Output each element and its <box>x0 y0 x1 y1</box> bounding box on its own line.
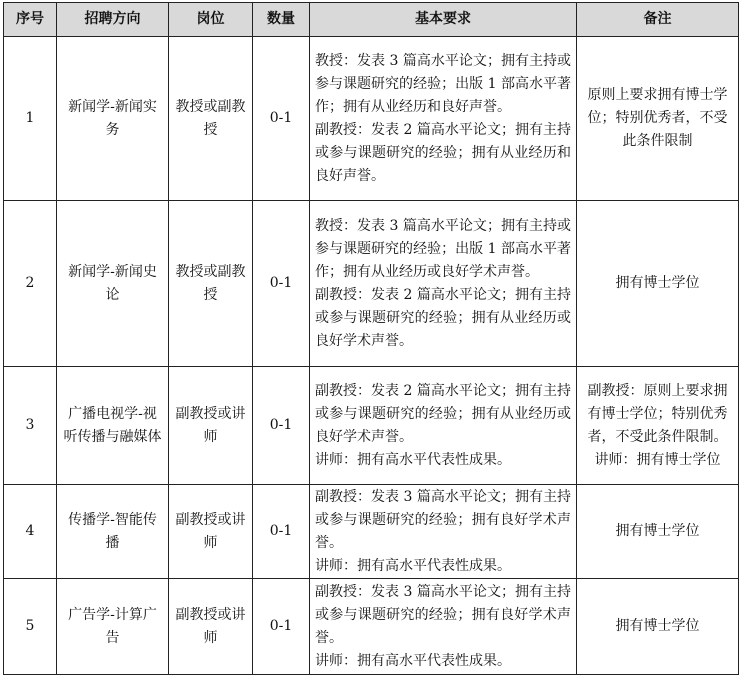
header-direction: 招聘方向 <box>57 3 169 37</box>
row-note: 拥有博士学位 <box>577 201 739 367</box>
table-row <box>4 37 739 201</box>
row-quantity: 0-1 <box>253 201 310 367</box>
row-requirements <box>310 37 577 201</box>
requirement-line: 讲师：拥有高水平代表性成果。 <box>315 557 511 574</box>
table-row <box>4 201 739 367</box>
row-quantity: 0-1 <box>253 37 310 201</box>
row-direction: 新闻学-新闻实务 <box>57 37 169 201</box>
table-row <box>4 367 739 485</box>
requirement-line: 副教授：发表 2 篇高水平论文；拥有主持或参与课题研究的经验；拥有从业经历或良好学术声誉。 <box>315 286 571 349</box>
recruitment-table <box>3 2 739 675</box>
row-no: 2 <box>4 201 57 367</box>
row-no: 4 <box>4 485 57 579</box>
row-position: 教授或副教授 <box>169 37 253 201</box>
table-row <box>4 485 739 579</box>
row-quantity: 0-1 <box>253 367 310 485</box>
row-requirements <box>310 201 577 367</box>
header-row <box>4 3 739 37</box>
row-quantity: 0-1 <box>253 485 310 579</box>
row-no: 1 <box>4 37 57 201</box>
requirement-line: 教授：发表 3 篇高水平论文；拥有主持或参与课题研究的经验；出版 1 部高水平著作；拥有从业经历或良好学术声誉。 <box>315 217 571 280</box>
row-direction: 新闻学-新闻史论 <box>57 201 169 367</box>
row-position: 教授或副教授 <box>169 201 253 367</box>
row-note: 原则上要求拥有博士学位；特别优秀者，不受此条件限制 <box>577 37 739 201</box>
header-note: 备注 <box>577 3 739 37</box>
row-direction: 广告学-计算广告 <box>57 579 169 675</box>
header-no: 序号 <box>4 3 57 37</box>
row-no: 3 <box>4 367 57 485</box>
requirement-line: 讲师：拥有高水平代表性成果。 <box>315 451 511 468</box>
row-quantity: 0-1 <box>253 579 310 675</box>
row-direction: 广播电视学-视听传播与融媒体 <box>57 367 169 485</box>
row-direction: 传播学-智能传播 <box>57 485 169 579</box>
requirement-line: 教授：发表 3 篇高水平论文；拥有主持或参与课题研究的经验；出版 1 部高水平著作；拥有从业经历和良好声誉。 <box>315 52 571 115</box>
requirement-line: 副教授：发表 2 篇高水平论文；拥有主持或参与课题研究的经验；拥有从业经历或良好学术声誉。 <box>315 382 571 445</box>
row-requirements <box>310 367 577 485</box>
header-position: 岗位 <box>169 3 253 37</box>
header-quantity: 数量 <box>253 3 310 37</box>
requirement-line: 副教授：发表 3 篇高水平论文；拥有主持或参与课题研究的经验；拥有良好学术声誉。 <box>315 488 571 551</box>
table-row <box>4 579 739 675</box>
row-note: 拥有博士学位 <box>577 485 739 579</box>
row-no: 5 <box>4 579 57 675</box>
requirement-line: 副教授：发表 3 篇高水平论文；拥有主持或参与课题研究的经验；拥有良好学术声誉。 <box>315 583 571 646</box>
row-position: 副教授或讲师 <box>169 367 253 485</box>
row-position: 副教授或讲师 <box>169 485 253 579</box>
row-note: 拥有博士学位 <box>577 579 739 675</box>
requirement-line: 讲师：拥有高水平代表性成果。 <box>315 652 511 669</box>
row-note: 副教授：原则上要求拥有博士学位；特别优秀者，不受此条件限制。讲师：拥有博士学位 <box>577 367 739 485</box>
row-requirements <box>310 485 577 579</box>
header-requirements: 基本要求 <box>310 3 577 37</box>
row-requirements <box>310 579 577 675</box>
requirement-line: 副教授：发表 2 篇高水平论文；拥有主持或参与课题研究的经验；拥有从业经历和良好声誉。 <box>315 121 571 184</box>
row-position: 副教授或讲师 <box>169 579 253 675</box>
